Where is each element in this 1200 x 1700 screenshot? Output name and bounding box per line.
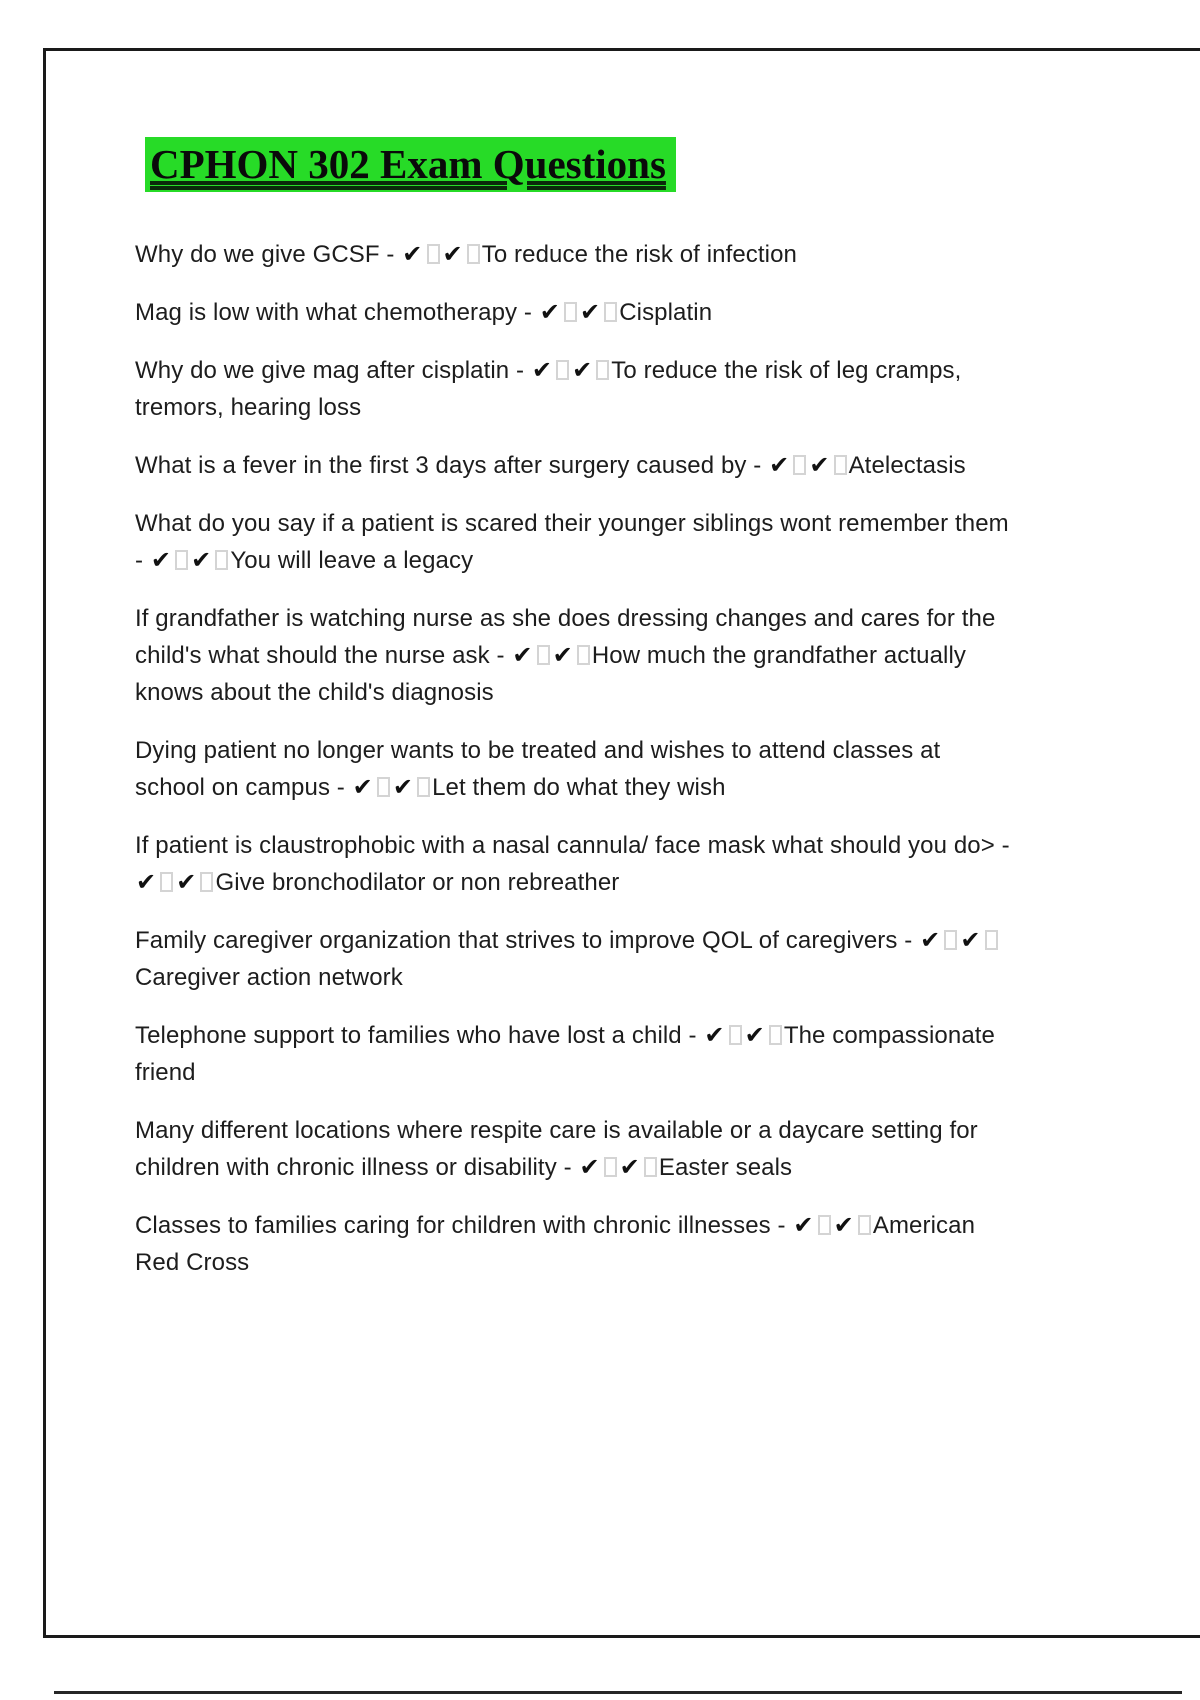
answer-text: Give bronchodilator or non rebreather [215, 869, 620, 896]
missing-glyph-box-icon [944, 930, 957, 950]
check-icon: ✔ [619, 1153, 640, 1181]
check-icon: ✔ [579, 1153, 600, 1181]
qa-item [135, 447, 1015, 484]
answer-marker [135, 869, 215, 896]
question-text: Classes to families caring for children with chronic illnesses - [135, 1212, 793, 1239]
answer-text: To reduce the risk of leg cramps, tremors, hearing loss [135, 357, 962, 421]
missing-glyph-box-icon [596, 360, 609, 380]
check-icon: ✔ [392, 773, 414, 801]
question-text: Mag is low with what chemotherapy - [135, 299, 539, 326]
check-icon: ✔ [442, 240, 463, 268]
question-text: If grandfather is watching nurse as she does dressing changes and cares for the child's what should the nurse ask - [135, 605, 996, 669]
missing-glyph-box-icon [160, 872, 173, 892]
answer-text: To reduce the risk of infection [481, 241, 797, 268]
answer-marker [539, 299, 619, 326]
question-text: Why do we give GCSF - [135, 241, 402, 268]
qa-item [135, 236, 1015, 273]
check-icon: ✔ [552, 641, 573, 669]
page-title: CPHON 302 Exam Questions [145, 137, 676, 192]
qa-item [135, 352, 1015, 426]
question-text: Dying patient no longer wants to be treated and wishes to attend classes at school on campus - [135, 737, 941, 801]
qa-item [135, 732, 1015, 806]
missing-glyph-box-icon [985, 930, 998, 950]
document-page [43, 48, 1200, 1638]
check-icon: ✔ [136, 868, 157, 896]
answer-marker [792, 1212, 872, 1239]
answer-marker [919, 927, 999, 954]
qa-item [135, 505, 1015, 579]
missing-glyph-box-icon [377, 777, 390, 797]
check-icon: ✔ [352, 773, 373, 801]
answer-text: Let them do what they wish [432, 774, 726, 801]
check-icon: ✔ [793, 1211, 814, 1239]
answer-text: Atelectasis [848, 452, 966, 479]
qa-list [135, 236, 1015, 1281]
missing-glyph-box-icon [564, 302, 577, 322]
answer-marker [401, 241, 481, 268]
check-icon: ✔ [150, 546, 172, 574]
missing-glyph-box-icon [417, 777, 430, 797]
question-text: If patient is claustrophobic with a nasal cannula/ face mask what should you do> - [135, 832, 1010, 859]
answer-marker [768, 452, 848, 479]
qa-item [135, 922, 1015, 996]
answer-marker [703, 1022, 783, 1049]
missing-glyph-box-icon [537, 645, 550, 665]
missing-glyph-box-icon [200, 872, 213, 892]
answer-marker [511, 642, 591, 669]
missing-glyph-box-icon [467, 244, 480, 264]
check-icon: ✔ [704, 1021, 725, 1049]
answer-marker [578, 1154, 658, 1181]
answer-text: Cisplatin [619, 299, 713, 326]
missing-glyph-box-icon [604, 302, 617, 322]
check-icon: ✔ [579, 298, 601, 326]
missing-glyph-box-icon [577, 645, 590, 665]
answer-text: American Red Cross [135, 1212, 976, 1276]
missing-glyph-box-icon [604, 1157, 617, 1177]
missing-glyph-box-icon [215, 550, 228, 570]
answer-text: How much the grandfather actually knows about the child's diagnosis [135, 642, 966, 706]
missing-glyph-box-icon [858, 1215, 871, 1235]
check-icon: ✔ [539, 298, 560, 326]
check-icon: ✔ [833, 1211, 854, 1239]
answer-text: Caregiver action network [135, 964, 403, 991]
missing-glyph-box-icon [729, 1025, 742, 1045]
check-icon: ✔ [176, 868, 197, 896]
question-text: What do you say if a patient is scared their younger siblings wont remember them - [135, 510, 1009, 574]
answer-text: The compassionate friend [135, 1022, 995, 1086]
question-text: Why do we give mag after cisplatin - [135, 357, 531, 384]
check-icon: ✔ [512, 641, 533, 669]
missing-glyph-box-icon [175, 550, 188, 570]
qa-item [135, 1207, 1015, 1281]
missing-glyph-box-icon [427, 244, 440, 264]
check-icon: ✔ [531, 356, 553, 384]
question-text: Family caregiver organization that strives to improve QOL of caregivers - [135, 927, 920, 954]
missing-glyph-box-icon [793, 455, 806, 475]
qa-item [135, 827, 1015, 901]
answer-marker [531, 357, 611, 384]
qa-item [135, 1112, 1015, 1186]
answer-text: Easter seals [658, 1154, 793, 1181]
missing-glyph-box-icon [834, 455, 847, 475]
question-text: Many different locations where respite care is available or a daycare setting for children with chronic illness or disability - [135, 1117, 978, 1181]
answer-marker [150, 547, 230, 574]
missing-glyph-box-icon [644, 1157, 657, 1177]
missing-glyph-box-icon [556, 360, 569, 380]
missing-glyph-box-icon [769, 1025, 782, 1045]
check-icon: ✔ [809, 451, 830, 479]
check-icon: ✔ [191, 546, 212, 574]
question-text: What is a fever in the first 3 days after surgery caused by - [135, 452, 769, 479]
next-page-divider [54, 1691, 1182, 1694]
answer-text: You will leave a legacy [230, 547, 474, 574]
check-icon: ✔ [769, 451, 790, 479]
qa-item [135, 294, 1015, 331]
missing-glyph-box-icon [818, 1215, 831, 1235]
check-icon: ✔ [960, 926, 981, 954]
check-icon: ✔ [920, 926, 941, 954]
answer-marker [352, 774, 432, 801]
question-text: Telephone support to families who have lost a child - [135, 1022, 704, 1049]
title-row [145, 137, 1200, 192]
qa-item [135, 600, 1015, 711]
check-icon: ✔ [572, 356, 593, 384]
qa-item [135, 1017, 1015, 1091]
check-icon: ✔ [402, 240, 423, 268]
check-icon: ✔ [744, 1021, 765, 1049]
